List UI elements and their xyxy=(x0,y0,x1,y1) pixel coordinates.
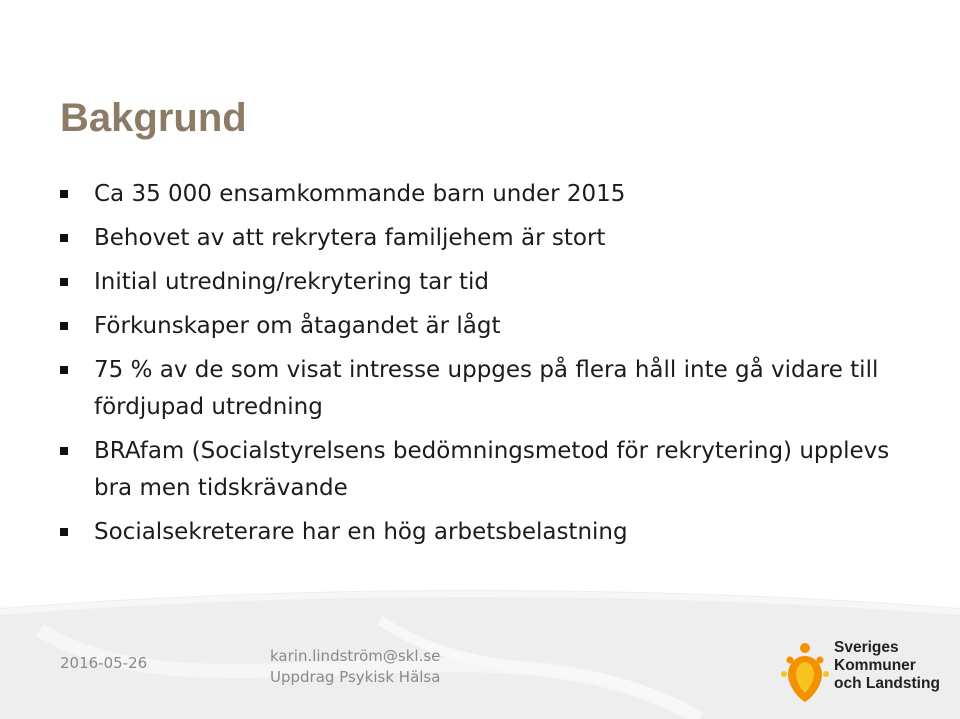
logo-text xyxy=(834,639,940,693)
bullet-item xyxy=(58,308,918,345)
logo-line-3: och Landsting xyxy=(834,675,940,692)
bullet-text: BRAfam (Socialstyrelsens bedömningsmetod för rekrytering) upplevs bra men tidskrävande xyxy=(94,438,890,501)
bullet-item xyxy=(58,352,918,426)
footer-contact xyxy=(270,646,440,688)
square-bullet-icon xyxy=(60,447,68,455)
footer-email: karin.lindström@skl.se xyxy=(270,647,441,665)
square-bullet-icon xyxy=(60,234,68,242)
bullet-text: 75 % av de som visat intresse uppges på flera håll inte gå vidare till fördjupad utredning xyxy=(94,357,879,420)
bullet-text: Behovet av att rekrytera familjehem är stort xyxy=(94,225,606,251)
square-bullet-icon xyxy=(60,528,68,536)
square-bullet-icon xyxy=(60,190,68,198)
bullet-text: Initial utredning/rekrytering tar tid xyxy=(94,269,490,295)
bullet-item xyxy=(58,433,918,507)
bullet-list xyxy=(58,176,918,558)
square-bullet-icon xyxy=(60,278,68,286)
slide-title: Bakgrund xyxy=(60,96,247,140)
bullet-text: Ca 35 000 ensamkommande barn under 2015 xyxy=(94,181,626,207)
bullet-text: Socialsekreterare har en hög arbetsbelastning xyxy=(94,519,628,545)
bullet-item xyxy=(58,220,918,257)
skl-logo xyxy=(778,636,948,706)
footer-project: Uppdrag Psykisk Hälsa xyxy=(270,668,441,686)
bullet-item xyxy=(58,264,918,301)
square-bullet-icon xyxy=(60,322,68,330)
logo-line-2: Kommuner xyxy=(834,657,916,674)
square-bullet-icon xyxy=(60,366,68,374)
skl-logo-icon xyxy=(778,636,832,706)
bullet-text: Förkunskaper om åtagandet är lågt xyxy=(94,313,501,339)
bullet-item xyxy=(58,176,918,213)
bullet-item xyxy=(58,514,918,551)
footer-date: 2016-05-26 xyxy=(60,654,148,672)
logo-line-1: Sveriges xyxy=(834,639,899,656)
